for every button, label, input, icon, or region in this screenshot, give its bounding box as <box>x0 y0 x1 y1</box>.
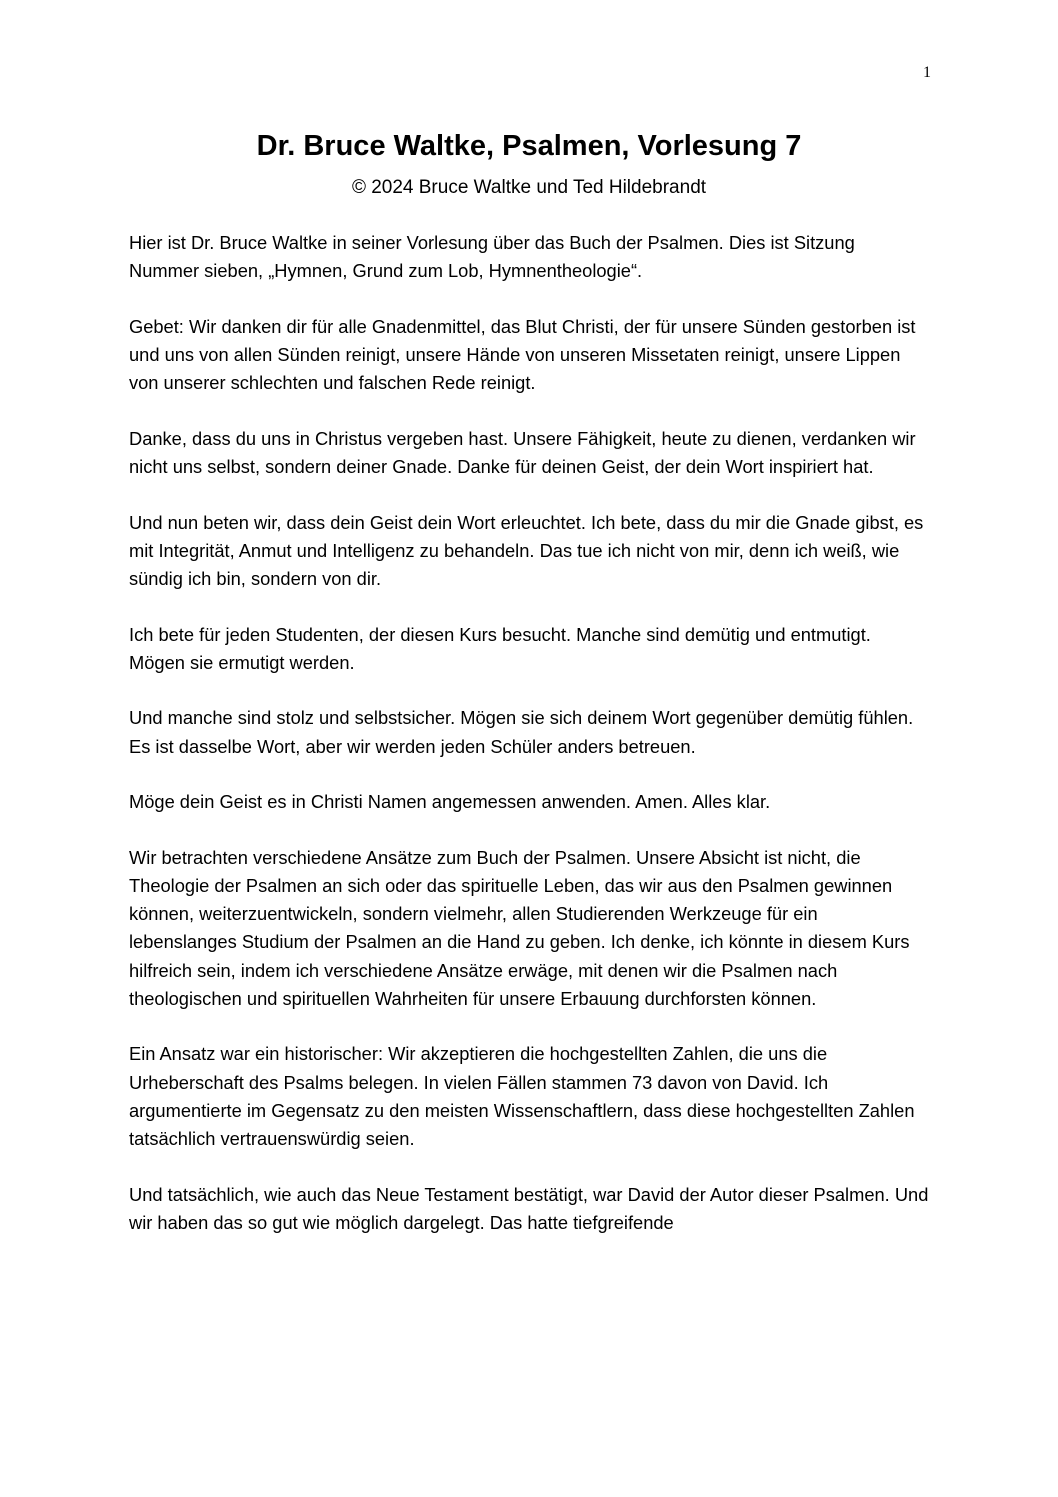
paragraph-david-author: Und tatsächlich, wie auch das Neue Testament bestätigt, war David der Autor dieser Psalmen. Und wir haben das so gut wie möglich dargelegt. Das hatte tiefgreifende <box>129 1183 929 1233</box>
paragraph-prayer-spirit: Und nun beten wir, dass dein Geist dein Wort erleuchtet. Ich bete, dass du mir die Gnade gibst, es mit Integrität, Anmut und Intelligenz zu behandeln. Das tue ich nicht von mir, denn ich weiß, wie sündig ich bin, sondern von dir. <box>129 511 924 589</box>
document-body <box>129 229 929 1264</box>
document-title: Dr. Bruce Waltke, Psalmen, Vorlesung 7 <box>256 130 802 162</box>
paragraph-intro: Hier ist Dr. Bruce Waltke in seiner Vorlesung über das Buch der Psalmen. Dies ist Sitzung Nummer sieben, „Hymnen, Grund zum Lob, Hymnentheologie“. <box>129 232 855 282</box>
paragraph-prayer-amen: Möge dein Geist es in Christi Namen angemessen anwenden. Amen. Alles klar. <box>129 791 771 813</box>
paragraph-prayer-humble: Und manche sind stolz und selbstsicher. Mögen sie sich deinem Wort gegenüber demütig fühlen. Es ist dasselbe Wort, aber wir werden jeden Schüler anders betreuen. <box>129 707 914 757</box>
copyright-line: © 2024 Bruce Waltke und Ted Hildebrandt <box>351 177 707 198</box>
page-number: 1 <box>923 64 931 81</box>
paragraph-prayer-thanks: Danke, dass du uns in Christus vergeben hast. Unsere Fähigkeit, heute zu dienen, verdanken wir nicht uns selbst, sondern deiner Gnade. Danke für deinen Geist, der dein Wort inspiriert hat. <box>129 427 916 477</box>
paragraph-historical-approach: Ein Ansatz war ein historischer: Wir akzeptieren die hochgestellten Zahlen, die uns die Urheberschaft des Psalms belegen. In vielen Fällen stammen 73 davon von David. Ich argumentierte im Gegensatz zu den meisten Wissenschaftlern, dass diese hochgestellten Zahlen tatsächlich vertrauenswürdig seien. <box>129 1043 915 1149</box>
paragraph-prayer-opening: Gebet: Wir danken dir für alle Gnadenmittel, das Blut Christi, der für unsere Sünden gestorben ist und uns von allen Sünden reinigt, unsere Hände von unseren Missetaten reinigt, unsere Lippen von unserer schlechten und falschen Rede reinigt. <box>129 315 916 394</box>
paragraph-approaches: Wir betrachten verschiedene Ansätze zum Buch der Psalmen. Unsere Absicht ist nicht, die Theologie der Psalmen an sich oder das spirituelle Leben, das wir aus den Psalmen gewinnen können, weiterzuentwickeln, sondern vielmehr, allen Studierenden Werkzeuge für ein lebenslanges Studium der Psalmen an die Hand zu geben. Ich denke, ich könnte in diesem Kurs hilfreich sein, indem ich verschiedene Ansätze erwäge, mit denen wir die Psalmen nach theologischen und spirituellen Wahrheiten für unsere Erbauung durchforsten können. <box>129 846 910 1009</box>
paragraph-prayer-students: Ich bete für jeden Studenten, der diesen Kurs besucht. Manche sind demütig und entmutigt. Mögen sie ermutigt werden. <box>129 623 871 673</box>
